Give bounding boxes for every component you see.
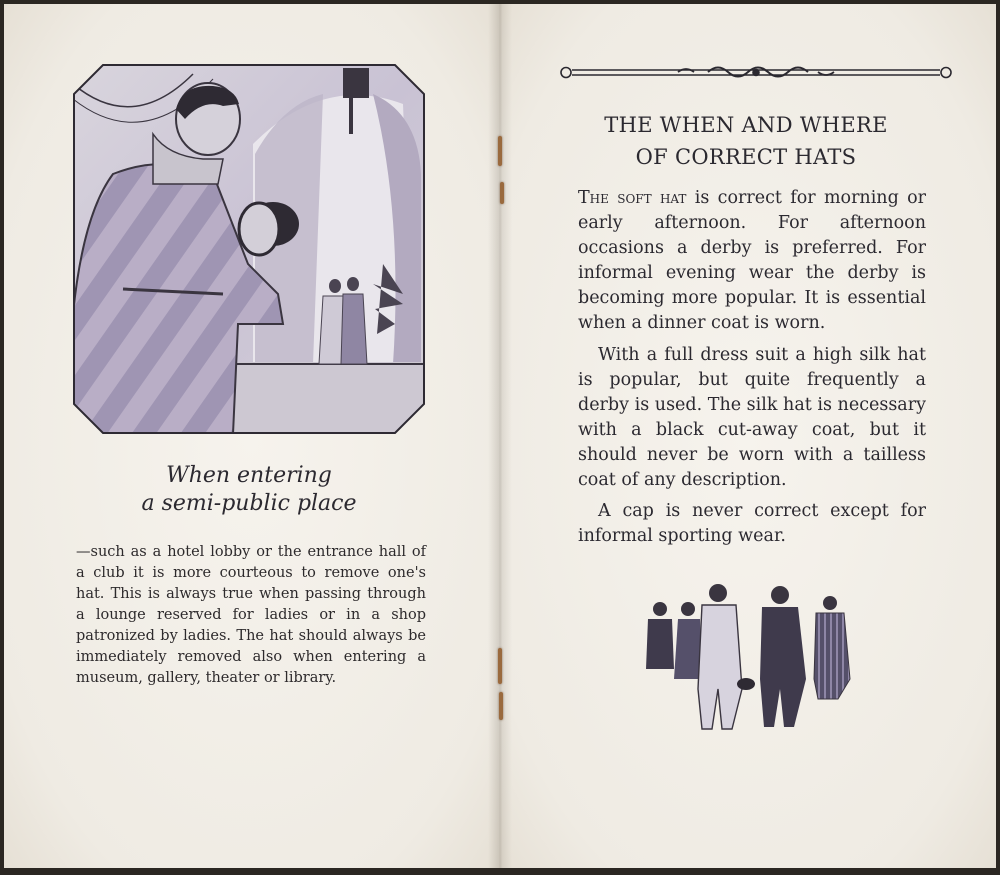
caption-line-2: a semi-public place	[141, 491, 357, 516]
paragraph-cap: A cap is never correct except for informal sporting wear.	[578, 501, 926, 546]
book-gutter	[488, 4, 512, 868]
paragraph-soft-hat	[578, 186, 926, 336]
title-line-1: THE WHEN AND WHERE	[604, 113, 888, 137]
illustration-frame	[73, 64, 425, 434]
paragraph-soft-hat-text: is correct for morning or early afternoon. For afternoon occasions a derby is preferred. For informal evening wear the derby is becoming more popular. It is essential when a dinner coat is worn.	[578, 188, 927, 333]
right-page	[498, 4, 996, 868]
staple-bottom-lower	[499, 692, 503, 720]
booklet-spread	[4, 4, 996, 868]
left-page	[4, 4, 498, 868]
paragraph-lead: The soft hat	[578, 188, 687, 208]
caption-line-1: When entering	[166, 463, 332, 488]
staple-top-lower	[500, 182, 504, 204]
paragraph-silk-hat: With a full dress suit a high silk hat is popular, but quite frequently a derby is used. The silk hat is necessary with a black cut-away coat, but it should never be worn with a tailless coat of any description.	[578, 345, 926, 490]
group-of-men-illustration	[638, 579, 858, 734]
staple-bottom	[498, 648, 502, 684]
ornament-divider-icon	[558, 62, 954, 84]
left-body-text: —such as a hotel lobby or the entrance hall of a club it is more courteous to remove one's hat. This is always true when passing through a lounge reserved for ladies or in a shop patronized by ladies. The hat should always be immediately removed also when entering a museum, gallery, theater or library.	[76, 544, 426, 686]
staple-top	[498, 136, 502, 166]
title-line-2: OF CORRECT HATS	[635, 145, 857, 169]
